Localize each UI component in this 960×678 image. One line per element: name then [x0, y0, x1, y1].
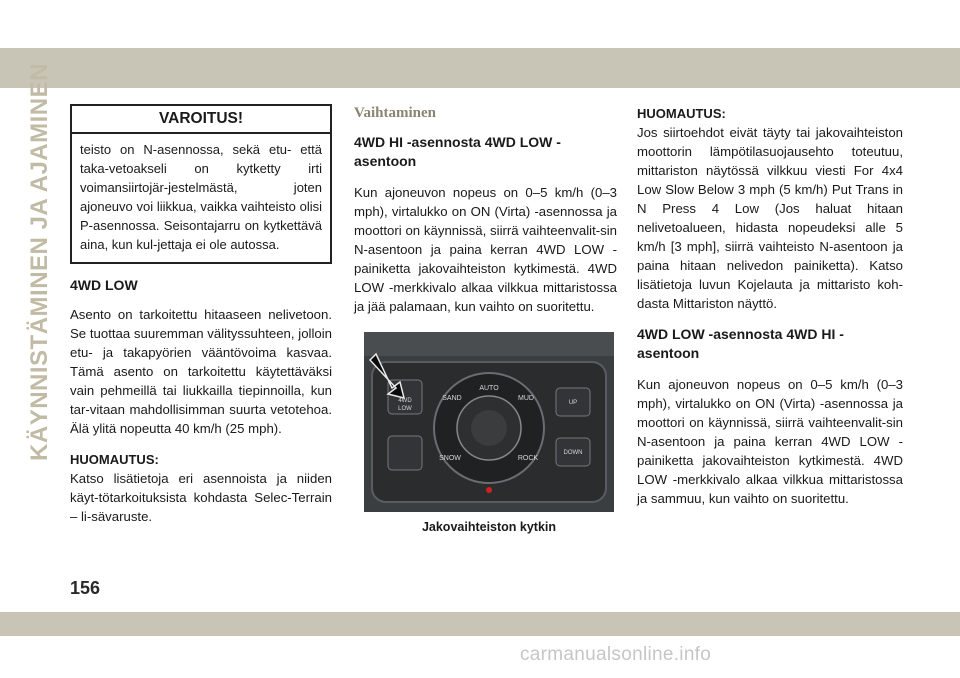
figure-caption: Jakovaihteiston kytkin [421, 520, 557, 534]
note-heading-right: HUOMAUTUS: [637, 106, 726, 121]
page-number: 156 [70, 578, 101, 598]
transfer-case-illustration [364, 332, 614, 512]
label-mud: MUD [518, 395, 534, 402]
top-margin [0, 0, 960, 48]
warning-text: teisto on N-asennossa, sekä etu- että taka-vetoakseli on kytketty irti voimansiirtojär-jestelmästä, joten ajoneuvo voi liikkua, vaikka vaihteisto olisi P-asennossa. Seisontajarru on kytkettävä aina, kun kul-jettaja ei ole autossa. [80, 142, 322, 252]
note-text-right: Jos siirtoehdot eivät täyty tai jakovaihteiston moottorin lämpötilasuojausehto toteutuu, mittariston näytössä vilkkuu viesti For 4x4 Low Slow Below 3 mph (5 km/h) Put Trans in N Press 4 Low (Jos haluat hitaan nelivetoalueen, hidasta nopeudeksi alle 5 km/h [3 mph], siirrä vaihteisto N-asentoon ja paina hitaan nelivedon painiketta). Katso lisätietoja luvun Kojelauta ja mittaristo koh-dasta Mittariston näyttö. [637, 125, 903, 311]
watermark-text: carmanualsonline.info [520, 644, 712, 665]
transfer-case-photo [364, 332, 614, 512]
chapter-side-title-text: KÄYNNISTÄMINEN JA AJAMINEN [26, 63, 54, 461]
section-title-vaihtaminen: Vaihtaminen [354, 105, 436, 121]
column-middle [354, 104, 617, 537]
footer-band [0, 612, 960, 636]
heading-low-to-hi: 4WD LOW -asennosta 4WD HI -asentoon [637, 326, 844, 361]
warning-title: VAROITUS! [72, 106, 330, 134]
label-4wd-low: 4WD LOW [398, 398, 412, 412]
note-text: Katso lisätietoja eri asennoista ja niiden käyt-tötarkoituksista kohdasta Selec-Terrain – li-sävaruste. [70, 471, 332, 524]
label-snow: SNOW [439, 455, 461, 462]
label-rock: ROCK [517, 455, 539, 462]
paragraph-low-to-hi: Kun ajoneuvon nopeus on 0–5 km/h (0–3 mph), virtalukko on ON (Virta) -asennossa ja moottori on käynnissä, siirrä vaihteenvalit-sin N-asentoon ja paina kerran 4WD LOW -painiketta jakovaihteiston kytkimestä. 4WD LOW -merkkivalo alkaa vilkkua mittaristossa ja sammuu, kun vaihto on suoritettu. [637, 377, 903, 506]
paragraph-hi-to-low: Kun ajoneuvon nopeus on 0–5 km/h (0–3 mph), virtalukko on ON (Virta) -asennossa ja moottori on käynnissä, siirrä vaihteenvalit-sin N-asentoon ja paina kerran 4WD LOW -painiketta jakovaihteiston kytkimestä. 4WD LOW -merkkivalo alkaa vilkkua mittaristossa ja jää palamaan, kun vaihto on suoritettu. [354, 185, 617, 314]
warning-box [70, 104, 332, 264]
figure-transfer-case-switch [364, 332, 614, 537]
paragraph-4wd-low: Asento on tarkoitettu hitaaseen nelivetoon. Se tuottaa suuremman välityssuhteen, jolloin etu- ja takapyörien vääntövoima kasvaa. Tämä asento on tarkoitettu käytettäväksi vain pehmeillä tai liukkailla tiepinnoilla, kun tar-vitaan mahdollisimman suurta vetotehoa. Älä ylitä nopeutta 40 km/h (25 mph). [70, 307, 332, 436]
label-sand: SAND [442, 395, 462, 402]
column-right [637, 104, 903, 508]
column-left [70, 104, 332, 526]
label-auto: AUTO [479, 385, 499, 392]
label-up: UP [568, 400, 578, 406]
chapter-side-title [20, 63, 60, 461]
note-heading: HUOMAUTUS: [70, 452, 159, 467]
heading-4wd-low: 4WD LOW [70, 277, 138, 293]
label-down: DOWN [563, 450, 583, 456]
heading-hi-to-low: 4WD HI -asennosta 4WD LOW -asentoon [354, 134, 561, 169]
header-band [0, 48, 960, 88]
